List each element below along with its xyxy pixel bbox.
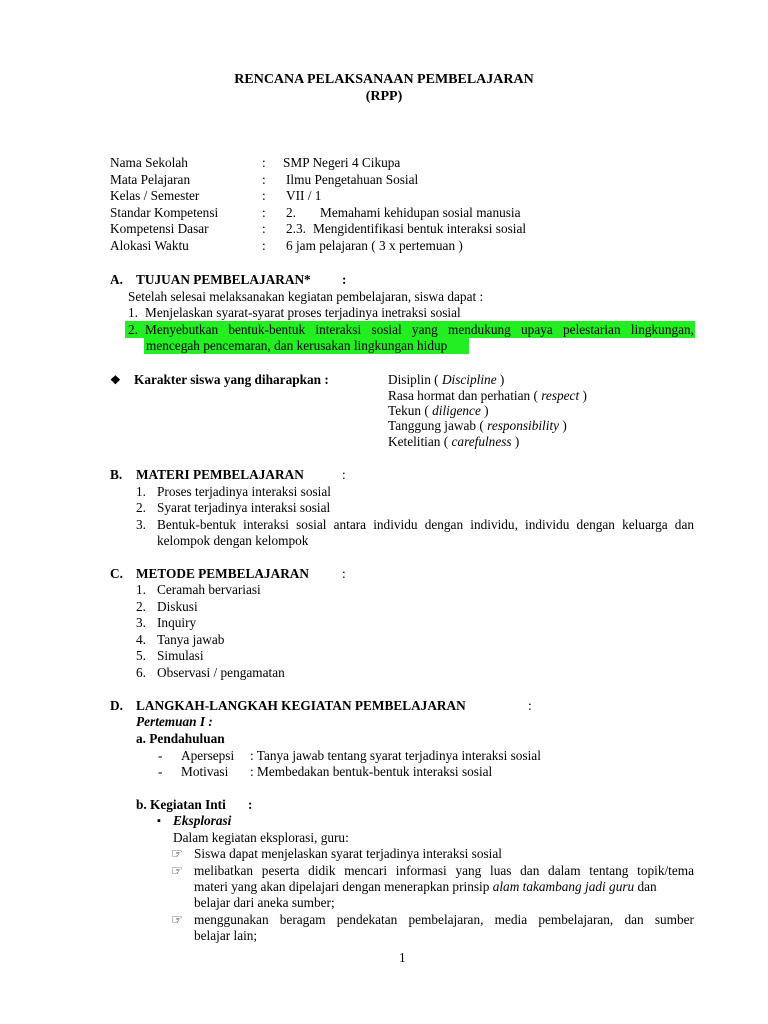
section-a-letter: A. <box>110 272 123 287</box>
pointing-hand-icon: ☞ <box>171 912 183 927</box>
karakter-item: Rasa hormat dan perhatian ( respect ) <box>388 388 587 403</box>
pendahuluan-item-text: : Tanya jawab tentang syarat terjadinya interaksi sosial <box>250 748 541 763</box>
identity-colon: : <box>262 205 266 220</box>
pendahuluan-item-name: Apersepsi <box>181 748 235 763</box>
materi-item: Syarat terjadinya interaksi sosial <box>157 500 331 515</box>
eksplorasi-item: Siswa dapat menjelaskan syarat terjadinya interaksi sosial <box>194 846 502 861</box>
materi-item: Proses terjadinya interaksi sosial <box>157 484 331 499</box>
identity-colon: : <box>262 155 266 170</box>
page-number: 1 <box>399 950 406 965</box>
section-c-letter: C. <box>110 566 123 581</box>
list-number: 1. <box>136 582 146 597</box>
pendahuluan-item-text: : Membedakan bentuk-bentuk interaksi sosial <box>250 764 493 779</box>
eksplorasi-item-cont: materi yang akan dipelajari dengan menerapkan prinsip alam takambang jadi guru dan <box>194 879 657 894</box>
pointing-hand-icon: ☞ <box>171 863 183 878</box>
karakter-item: Tanggung jawab ( responsibility ) <box>388 418 567 433</box>
identity-colon: : <box>262 172 266 187</box>
karakter-item: Ketelitian ( carefulness ) <box>388 434 520 449</box>
pendahuluan-heading: a. Pendahuluan <box>136 731 225 746</box>
identity-label: Nama Sekolah <box>110 155 188 170</box>
identity-label: Mata Pelajaran <box>110 172 191 187</box>
identity-colon: : <box>262 238 266 253</box>
karakter-item: Disiplin ( Discipline ) <box>388 372 505 387</box>
pendahuluan-item-name: Motivasi <box>181 764 229 779</box>
metode-item: Observasi / pengamatan <box>157 665 285 680</box>
metode-item: Inquiry <box>157 615 197 630</box>
list-number: 2. <box>128 322 138 337</box>
identity-value: Mengidentifikasi bentuk interaksi sosial <box>313 221 527 236</box>
list-number: 1. <box>128 305 138 320</box>
identity-colon: : <box>262 188 266 203</box>
section-c-colon: : <box>342 566 346 581</box>
document-subtitle: (RPP) <box>365 89 403 104</box>
materi-item-cont: kelompok dengan kelompok <box>157 533 309 548</box>
identity-label: Kompetensi Dasar <box>110 221 209 236</box>
section-a-heading: TUJUAN PEMBELAJARAN* <box>136 272 311 287</box>
list-number: 2. <box>136 500 146 515</box>
identity-colon: : <box>262 221 266 236</box>
identity-number: 2. <box>286 205 296 220</box>
section-b-letter: B. <box>110 467 123 482</box>
list-number: 6. <box>136 665 146 680</box>
identity-value: VII / 1 <box>286 188 322 203</box>
identity-value: SMP Negeri 4 Cikupa <box>283 155 401 170</box>
dash-bullet: - <box>158 748 163 763</box>
section-b-heading: MATERI PEMBELAJARAN <box>136 467 304 482</box>
list-number: 3. <box>136 615 146 630</box>
identity-value: Ilmu Pengetahuan Sosial <box>286 172 419 187</box>
eksplorasi-item-cont: belajar dari aneka sumber; <box>194 895 335 910</box>
document-title: RENCANA PELAKSANAAN PEMBELAJARAN <box>234 72 534 87</box>
identity-number: 2.3. <box>286 221 306 236</box>
objective-item-highlighted: Menyebutkan bentuk-bentuk interaksi sosial yang mendukung upaya pelestarian lingkungan, <box>145 322 694 337</box>
materi-item: Bentuk-bentuk interaksi sosial antara individu dengan individu, individu dengan keluarga dan <box>157 517 694 532</box>
section-d-letter: D. <box>110 698 123 713</box>
list-number: 3. <box>136 517 146 532</box>
metode-item: Diskusi <box>157 599 198 614</box>
objective-item-highlighted-cont: mencegah pencemaran, dan kerusakan lingkungan hidup <box>146 338 448 353</box>
dash-bullet: - <box>158 764 163 779</box>
diamond-bullet-icon: ❖ <box>110 373 121 387</box>
square-bullet-icon: ▪ <box>157 815 161 827</box>
eksplorasi-heading: Eksplorasi <box>173 813 232 828</box>
pointing-hand-icon: ☞ <box>171 846 183 861</box>
list-number: 4. <box>136 632 146 647</box>
section-d-heading: LANGKAH-LANGKAH KEGIATAN PEMBELAJARAN <box>136 698 466 713</box>
list-number: 2. <box>136 599 146 614</box>
section-a-colon: : <box>342 272 347 287</box>
identity-value: Memahami kehidupan sosial manusia <box>320 205 521 220</box>
identity-label: Kelas / Semester <box>110 188 200 203</box>
eksplorasi-item: melibatkan peserta didik mencari informasi yang luas dan dalam tentang topik/tema <box>194 863 694 878</box>
metode-item: Tanya jawab <box>157 632 225 647</box>
list-number: 1. <box>136 484 146 499</box>
kegiatan-inti-heading: b. Kegiatan Inti <box>136 797 226 812</box>
eksplorasi-intro: Dalam kegiatan eksplorasi, guru: <box>173 830 349 845</box>
section-a-intro: Setelah selesai melaksanakan kegiatan pembelajaran, siswa dapat : <box>128 289 484 304</box>
eksplorasi-item: menggunakan beragam pendekatan pembelajaran, media pembelajaran, dan sumber <box>194 912 694 927</box>
kegiatan-inti-colon: : <box>248 797 253 812</box>
karakter-item: Tekun ( diligence ) <box>388 403 489 418</box>
pertemuan-heading: Pertemuan I : <box>136 714 213 729</box>
identity-label: Standar Kompetensi <box>110 205 219 220</box>
objective-item: Menjelaskan syarat-syarat proses terjadinya inetraksi sosial <box>145 305 461 320</box>
identity-label: Alokasi Waktu <box>110 238 189 253</box>
section-d-colon: : <box>528 698 532 713</box>
section-b-colon: : <box>342 467 346 482</box>
section-c-heading: METODE PEMBELAJARAN <box>136 566 309 581</box>
list-number: 5. <box>136 648 146 663</box>
metode-item: Simulasi <box>157 648 204 663</box>
eksplorasi-item-cont: belajar lain; <box>194 928 258 943</box>
karakter-label: Karakter siswa yang diharapkan : <box>134 372 329 387</box>
metode-item: Ceramah bervariasi <box>157 582 261 597</box>
identity-value: 6 jam pelajaran ( 3 x pertemuan ) <box>286 238 463 253</box>
